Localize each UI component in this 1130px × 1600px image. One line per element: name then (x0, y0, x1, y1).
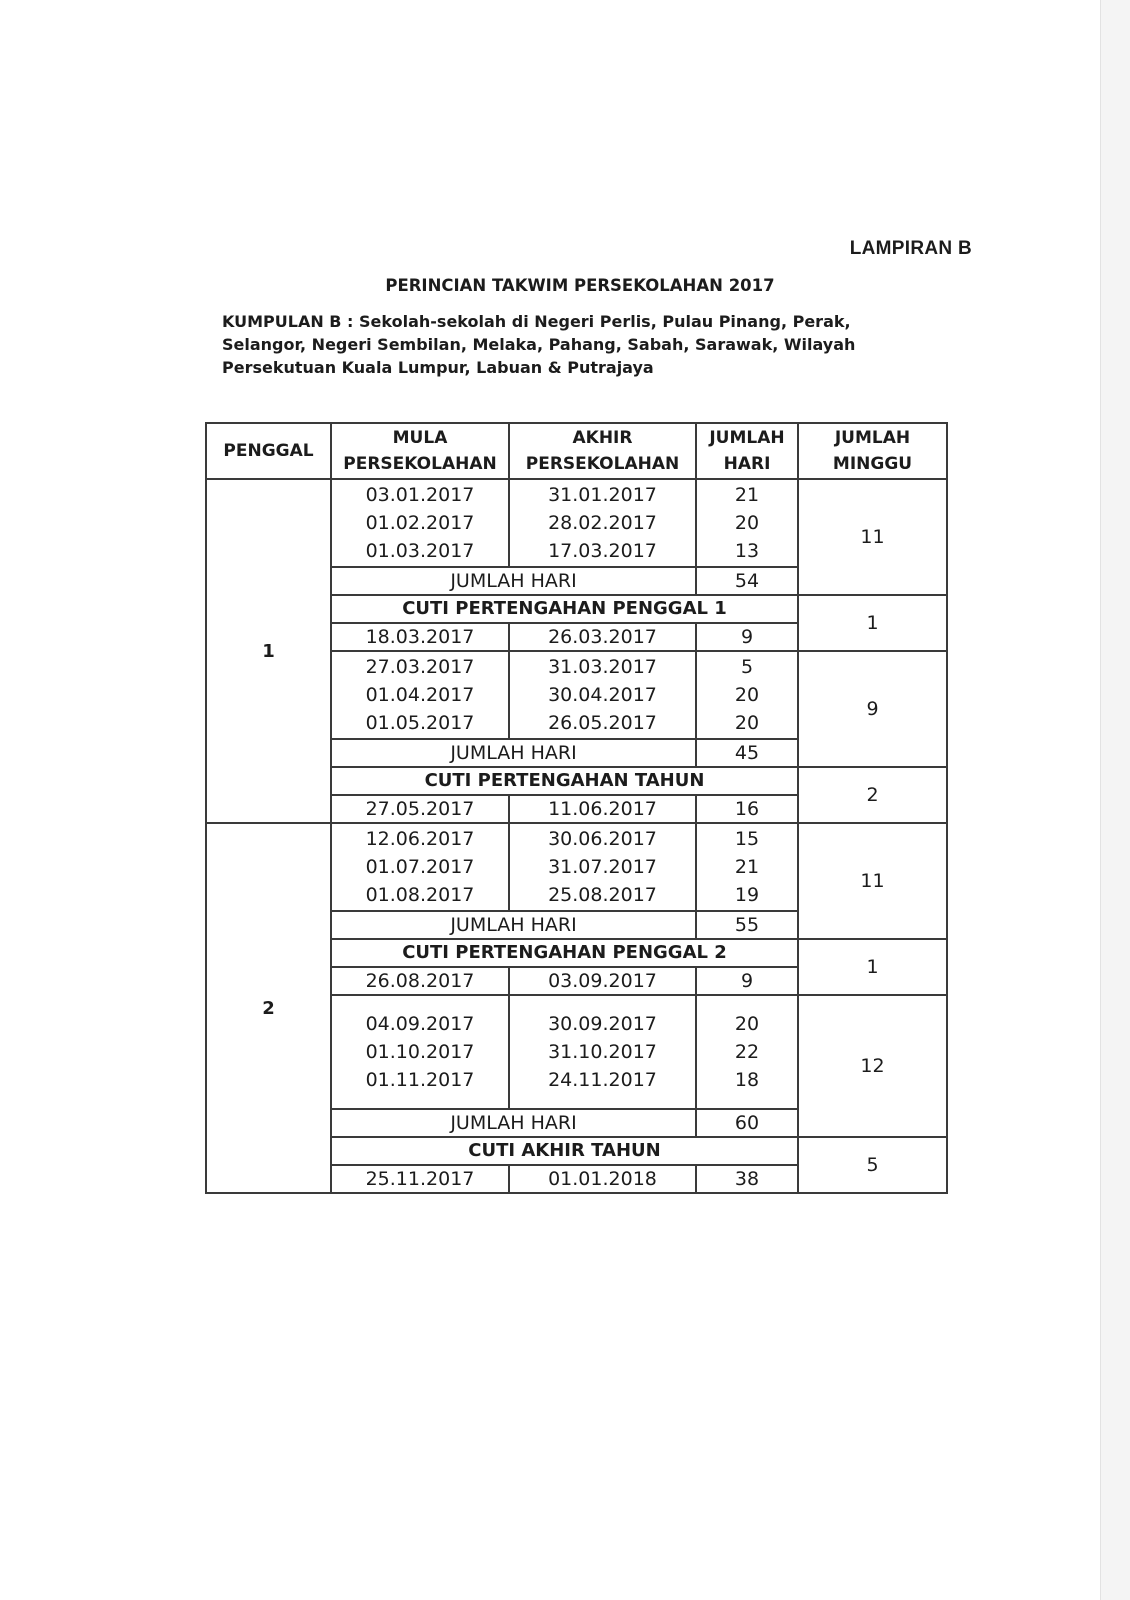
cuti-hari: 16 (696, 795, 798, 823)
minggu-cell: 12 (798, 995, 947, 1137)
header-mula: MULA PERSEKOLAHAN (331, 423, 509, 479)
akhir-cell: 30.09.2017 31.10.2017 24.11.2017 (509, 995, 696, 1109)
cuti-mula: 25.11.2017 (331, 1165, 509, 1193)
mula-cell: 03.01.2017 01.02.2017 01.03.2017 (331, 479, 509, 567)
table-row (206, 479, 947, 567)
jumlah-hari-value: 55 (696, 911, 798, 939)
mula-cell: 12.06.2017 01.07.2017 01.08.2017 (331, 823, 509, 911)
minggu-cell: 5 (798, 1137, 947, 1193)
minggu-cell: 1 (798, 595, 947, 651)
cuti-title: CUTI AKHIR TAHUN (331, 1137, 798, 1165)
cuti-title: CUTI PERTENGAHAN PENGGAL 2 (331, 939, 798, 967)
jumlah-hari-value: 45 (696, 739, 798, 767)
jumlah-hari-label: JUMLAH HARI (331, 911, 696, 939)
jumlah-hari-value: 54 (696, 567, 798, 595)
cuti-akhir: 01.01.2018 (509, 1165, 696, 1193)
akhir-cell: 30.06.2017 31.07.2017 25.08.2017 (509, 823, 696, 911)
penggal-1-cell: 1 (206, 479, 331, 823)
cuti-mula: 18.03.2017 (331, 623, 509, 651)
header-jumlah-hari: JUMLAH HARI (696, 423, 798, 479)
mula-cell: 04.09.2017 01.10.2017 01.11.2017 (331, 995, 509, 1109)
header-penggal: PENGGAL (206, 423, 331, 479)
header-akhir: AKHIR PERSEKOLAHAN (509, 423, 696, 479)
table-row (206, 823, 947, 911)
cuti-mula: 26.08.2017 (331, 967, 509, 995)
takwim-table (205, 422, 948, 1194)
cuti-hari: 9 (696, 967, 798, 995)
jumlah-hari-label: JUMLAH HARI (331, 739, 696, 767)
cuti-title: CUTI PERTENGAHAN PENGGAL 1 (331, 595, 798, 623)
minggu-cell: 2 (798, 767, 947, 823)
minggu-cell: 11 (798, 479, 947, 595)
cuti-hari: 38 (696, 1165, 798, 1193)
cuti-hari: 9 (696, 623, 798, 651)
minggu-cell: 9 (798, 651, 947, 767)
minggu-cell: 1 (798, 939, 947, 995)
header-jumlah-minggu: JUMLAH MINGGU (798, 423, 947, 479)
hari-cell: 5 20 20 (696, 651, 798, 739)
kumpulan-description: KUMPULAN B : Sekolah-sekolah di Negeri Perlis, Pulau Pinang, Perak, Selangor, Negeri Sembilan, Melaka, Pahang, Sabah, Sarawak, Wilayah Persekutuan Kuala Lumpur, Labuan & Putrajaya (222, 312, 856, 377)
cuti-akhir: 26.03.2017 (509, 623, 696, 651)
hari-cell: 21 20 13 (696, 479, 798, 567)
cuti-mula: 27.05.2017 (331, 795, 509, 823)
hari-cell: 20 22 18 (696, 995, 798, 1109)
hari-cell: 15 21 19 (696, 823, 798, 911)
cuti-akhir: 03.09.2017 (509, 967, 696, 995)
cuti-akhir: 11.06.2017 (509, 795, 696, 823)
jumlah-hari-label: JUMLAH HARI (331, 567, 696, 595)
minggu-cell: 11 (798, 823, 947, 939)
mula-cell: 27.03.2017 01.04.2017 01.05.2017 (331, 651, 509, 739)
table-header-row (206, 423, 947, 479)
document-title: PERINCIAN TAKWIM PERSEKOLAHAN 2017 (385, 276, 775, 295)
page-edge (1100, 0, 1130, 1600)
jumlah-hari-value: 60 (696, 1109, 798, 1137)
akhir-cell: 31.01.2017 28.02.2017 17.03.2017 (509, 479, 696, 567)
jumlah-hari-label: JUMLAH HARI (331, 1109, 696, 1137)
akhir-cell: 31.03.2017 30.04.2017 26.05.2017 (509, 651, 696, 739)
cuti-title: CUTI PERTENGAHAN TAHUN (331, 767, 798, 795)
penggal-2-cell: 2 (206, 823, 331, 1193)
lampiran-label: LAMPIRAN B (849, 238, 972, 259)
